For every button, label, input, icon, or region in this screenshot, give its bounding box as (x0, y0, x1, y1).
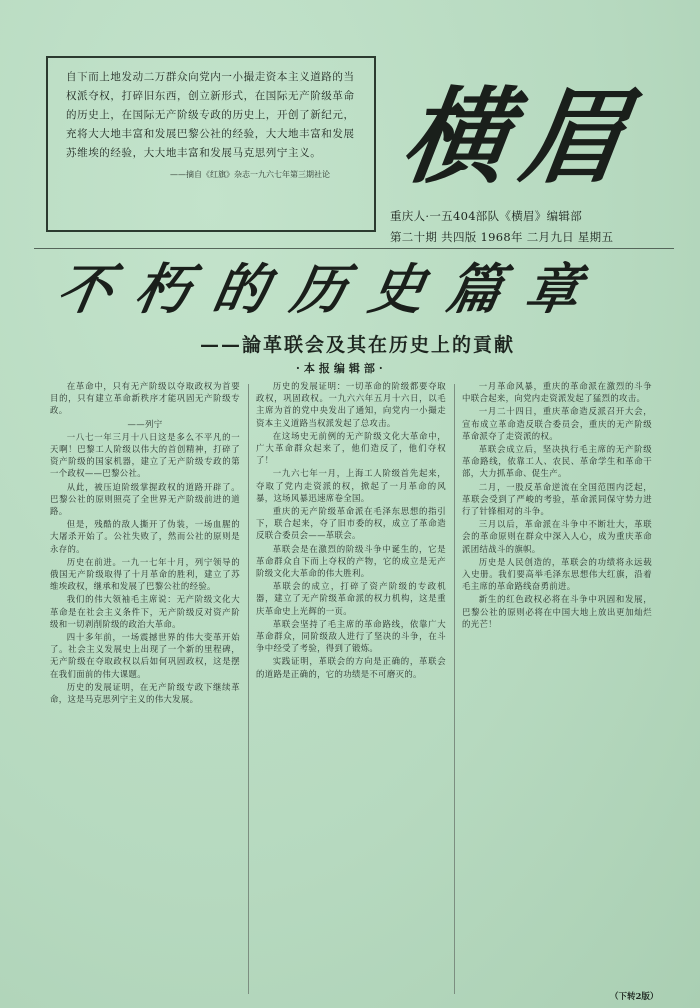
paragraph: 从此，被压迫阶级掌握政权的道路开辟了。巴黎公社的原则照亮了全世界无产阶级前进的道路。 (50, 481, 240, 517)
paragraph: 在这场史无前例的无产阶级文化大革命中，广大革命群众起来了，他们造反了，他们夺权了！ (256, 430, 446, 466)
paragraph: 一九六七年一月，上海工人阶级首先起来，夺取了党内走资派的权，掀起了一月革命的风暴，这场风暴迅速席卷全国。 (256, 468, 446, 503)
quotation-text: 自下而上地发动二万群众向党内一小撮走资本主义道路的当权派夺权，打碎旧东西，创立新形式，在国际无产阶级革命的历史上，在国际无产阶级专政的历史上，开创了新纪元，充将大大地丰富和发展巴黎公社的经验，大大地丰富和发展苏维埃的经验，大大地丰富和发展马克思列宁主义。 (66, 71, 355, 159)
article-column-1 (50, 380, 240, 995)
subheadline: ——論革联会及其在历史上的貢献 (200, 334, 516, 356)
paragraph: 历史的发展证明：一切革命的阶级都要夺取政权，巩固政权。一九六六年五月十六日，以毛主席为首的党中央发出了通知，向党内一小撮走资本主义道路当权派发起了总攻击。 (256, 381, 446, 428)
paragraph: 三月以后，革命派在斗争中不断壮大，革联会的革命原则在群众中深入人心，成为重庆革命派团结战斗的旗帜。 (462, 519, 652, 554)
paragraph: 在革命中，只有无产阶级以夺取政权为首要目的，只有建立革命新秩序才能巩固无产阶级专政。 (50, 381, 240, 416)
headline: 不朽的历史篇章 (52, 257, 610, 321)
paragraph: 革联会的成立，打碎了资产阶级的专政机器，建立了无产阶级革命派的权力机构，这是重庆革命史上光辉的一页。 (256, 581, 446, 616)
paragraph: 新生的红色政权必将在斗争中巩固和发展，巴黎公社的原则必将在中国大地上放出更加灿烂的光芒！ (462, 594, 652, 629)
quotation-source: ——摘自《红旗》杂志一九六七年第三期社论 (170, 170, 330, 179)
paragraph: 革联会是在激烈的阶级斗争中诞生的，它是革命群众自下而上夺权的产物，它的成立是无产阶级文化大革命的伟大胜利。 (256, 543, 446, 579)
paragraph: 但是，残酷的敌人撕开了伪装，一场血腥的大屠杀开始了。公社失败了，然而公社的原则是永存的。 (50, 519, 240, 554)
paragraph: ——列宁 (127, 418, 163, 429)
paragraph: 我们的伟大领袖毛主席说：无产阶级文化大革命是在社会主义条件下，无产阶级反对资产阶级和一切剥削阶级的政治大革命。 (50, 594, 240, 629)
paragraph: 历史在前进。一九一七年十月，列宁领导的俄国无产阶级取得了十月革命的胜利，建立了苏维埃政权，继承和发展了巴黎公社的经验。 (50, 556, 240, 592)
paragraph: 一月革命风暴，重庆的革命派在激烈的斗争中联合起来，向党内走资派发起了猛烈的攻击。 (462, 381, 652, 404)
article-column-2 (256, 380, 446, 995)
continued-label: （下转2版） (610, 992, 659, 1002)
article-column-3 (462, 380, 652, 995)
paragraph: 革联会坚持了毛主席的革命路线，依靠广大革命群众，同阶级敌人进行了坚决的斗争，在斗争中经受了考验，得到了锻炼。 (256, 618, 446, 654)
paragraph: 一八七一年三月十八日这是多么不平凡的一天啊！巴黎工人阶级以伟大的首创精神，打碎了资产阶级的国家机器，建立了无产阶级专政的第一个政权——巴黎公社。 (50, 431, 240, 479)
quotation-box (46, 56, 376, 232)
paragraph: 革联会成立后，坚决执行毛主席的无产阶级革命路线，依靠工人、农民、革命学生和革命干部，大力抓革命、促生产。 (462, 444, 652, 479)
divider (34, 248, 674, 249)
issue-date-line: 第二十期 共四版 1968年 二月九日 星期五 (390, 230, 614, 244)
paragraph: 历史是人民创造的，革联会的功绩将永远载入史册。我们要高举毛泽东思想伟大红旗，沿着毛主席的革命路线奋勇前进。 (462, 556, 652, 592)
paragraph: 四十多年前，一场震撼世界的伟大变革开始了。社会主义发展史上出现了一个新的里程碑，无产阶级在夺取政权以后如何巩固政权，这是摆在我们面前的伟大课题。 (50, 632, 240, 679)
publisher-line: 重庆人·一五404部队《横眉》编辑部 (390, 209, 583, 223)
column-divider (454, 384, 455, 994)
paragraph: 一月二十四日，重庆革命造反派召开大会，宣布成立革命造反联合委员会，重庆的无产阶级革命派夺了走资派的权。 (462, 406, 652, 441)
paragraph: 历史的发展证明，在无产阶级专政下继续革命，这是马克思列宁主义的伟大发展。 (50, 681, 240, 705)
column-divider (248, 384, 249, 994)
byline: ·本报编辑部· (296, 362, 387, 375)
paragraph: 二月，一股反革命逆流在全国范围内泛起，革联会受到了严峻的考验，革命派同保守势力进行了针锋相对的斗争。 (462, 481, 652, 517)
masthead-title: 横眉 (395, 75, 649, 198)
paragraph: 重庆的无产阶级革命派在毛泽东思想的指引下，联合起来，夺了旧市委的权，成立了革命造反联合委员会——革联会。 (256, 506, 446, 541)
paragraph: 实践证明，革联会的方向是正确的，革联会的道路是正确的，它的功绩是不可磨灭的。 (256, 656, 446, 679)
